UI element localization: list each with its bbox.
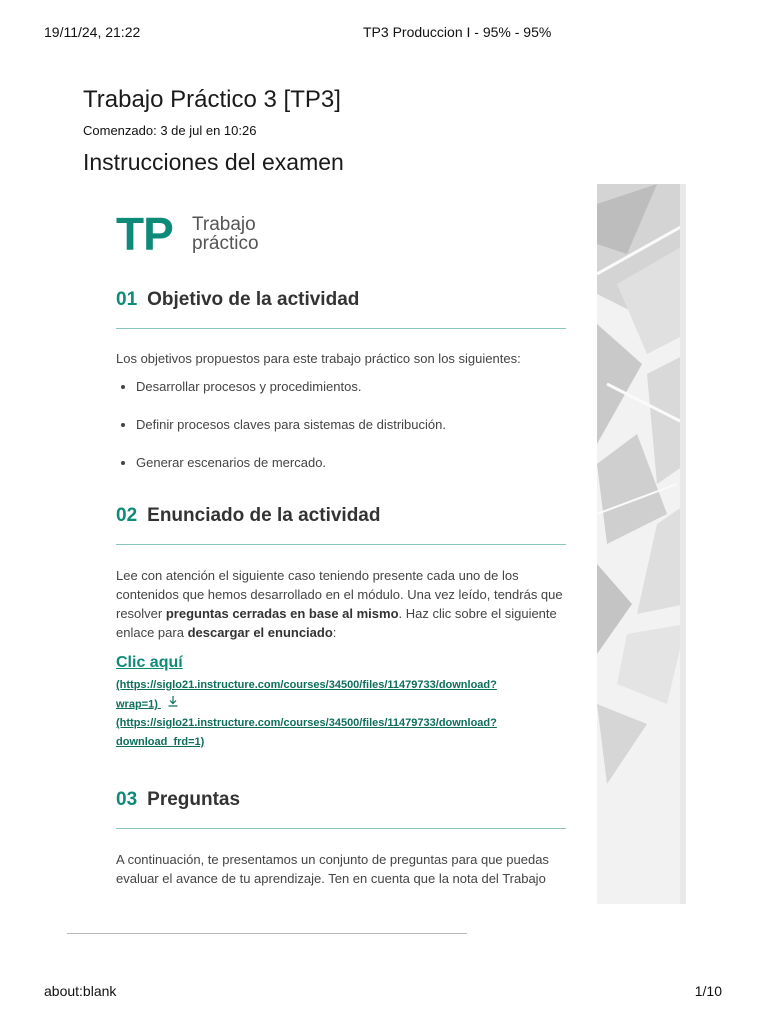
print-datetime: 19/11/24, 21:22 — [44, 24, 141, 40]
preguntas-paragraph: A continuación, te presentamos un conjunto de preguntas para que puedas evaluar el avance de tu aprendizaje. Ten en cuenta que la nota del Trabajo — [116, 852, 549, 886]
section-divider — [116, 544, 566, 545]
paragraph-text: : — [332, 625, 337, 640]
list-item: • Desarrollar procesos y procedimientos. — [136, 378, 586, 416]
paragraph-bold: preguntas cerradas en base al mismo — [165, 606, 399, 621]
section-number: 03 — [116, 789, 138, 810]
section-number: 02 — [116, 505, 138, 526]
print-footer-url: about:blank — [44, 983, 117, 999]
logo-mark: TP — [116, 208, 173, 260]
instructions-heading: Instrucciones del examen — [83, 149, 344, 175]
logo-line1: Trabajo — [192, 214, 256, 235]
url-line: wrap=1) — [116, 698, 158, 711]
objectives-intro: Los objetivos propuestos para este trabajo práctico son los siguientes: — [116, 351, 521, 366]
download-url-link[interactable] — [116, 676, 497, 714]
list-item: • Generar escenarios de mercado. — [136, 454, 586, 492]
paragraph-bold: descargar el enunciado — [187, 625, 333, 640]
url-line: (https://siglo21.instructure.com/courses/34500/files/11479733/download? — [116, 679, 497, 691]
page-bottom-divider — [67, 933, 467, 934]
started-timestamp: Comenzado: 3 de jul en 10:26 — [83, 123, 257, 138]
tp-logo — [116, 208, 259, 260]
logo-line2: práctico — [192, 233, 259, 254]
url-line: download_frd=1) — [116, 736, 205, 748]
section-number: 01 — [116, 289, 138, 310]
list-item: • Definir procesos claves para sistemas de distribución. — [136, 416, 586, 454]
section-title: Preguntas — [147, 789, 241, 810]
logo-subtitle — [192, 215, 259, 253]
section-heading-preguntas — [116, 789, 240, 811]
section-divider — [116, 828, 566, 829]
section-divider — [116, 328, 566, 329]
print-page-number: 1/10 — [694, 983, 722, 999]
section-heading-enunciado — [116, 505, 380, 527]
page-title: Trabajo Práctico 3 [TP3] — [83, 86, 341, 113]
download-icon[interactable] — [167, 695, 179, 714]
print-page-title: TP3 Produccion I - 95% - 95% — [363, 24, 552, 40]
download-frd-link[interactable] — [116, 714, 497, 752]
section-title: Objetivo de la actividad — [147, 289, 360, 310]
url-line: (https://siglo21.instructure.com/courses/34500/files/11479733/download? — [116, 717, 497, 729]
section-heading-objetivo — [116, 289, 359, 311]
download-link[interactable]: Clic aquí — [116, 654, 183, 671]
section-title: Enunciado de la actividad — [147, 505, 381, 526]
enunciado-paragraph — [116, 566, 566, 642]
paragraph-text: Lee con atención el siguiente caso teniendo presente cada uno de los contenidos que hemos desarrollado en el módulo. Una vez leído, tendrás que resolver — [116, 568, 563, 621]
objectives-list — [116, 378, 586, 492]
paragraph-text: . Haz clic sobre el siguiente enlace para — [116, 606, 557, 640]
decorative-architecture-image — [597, 184, 686, 904]
